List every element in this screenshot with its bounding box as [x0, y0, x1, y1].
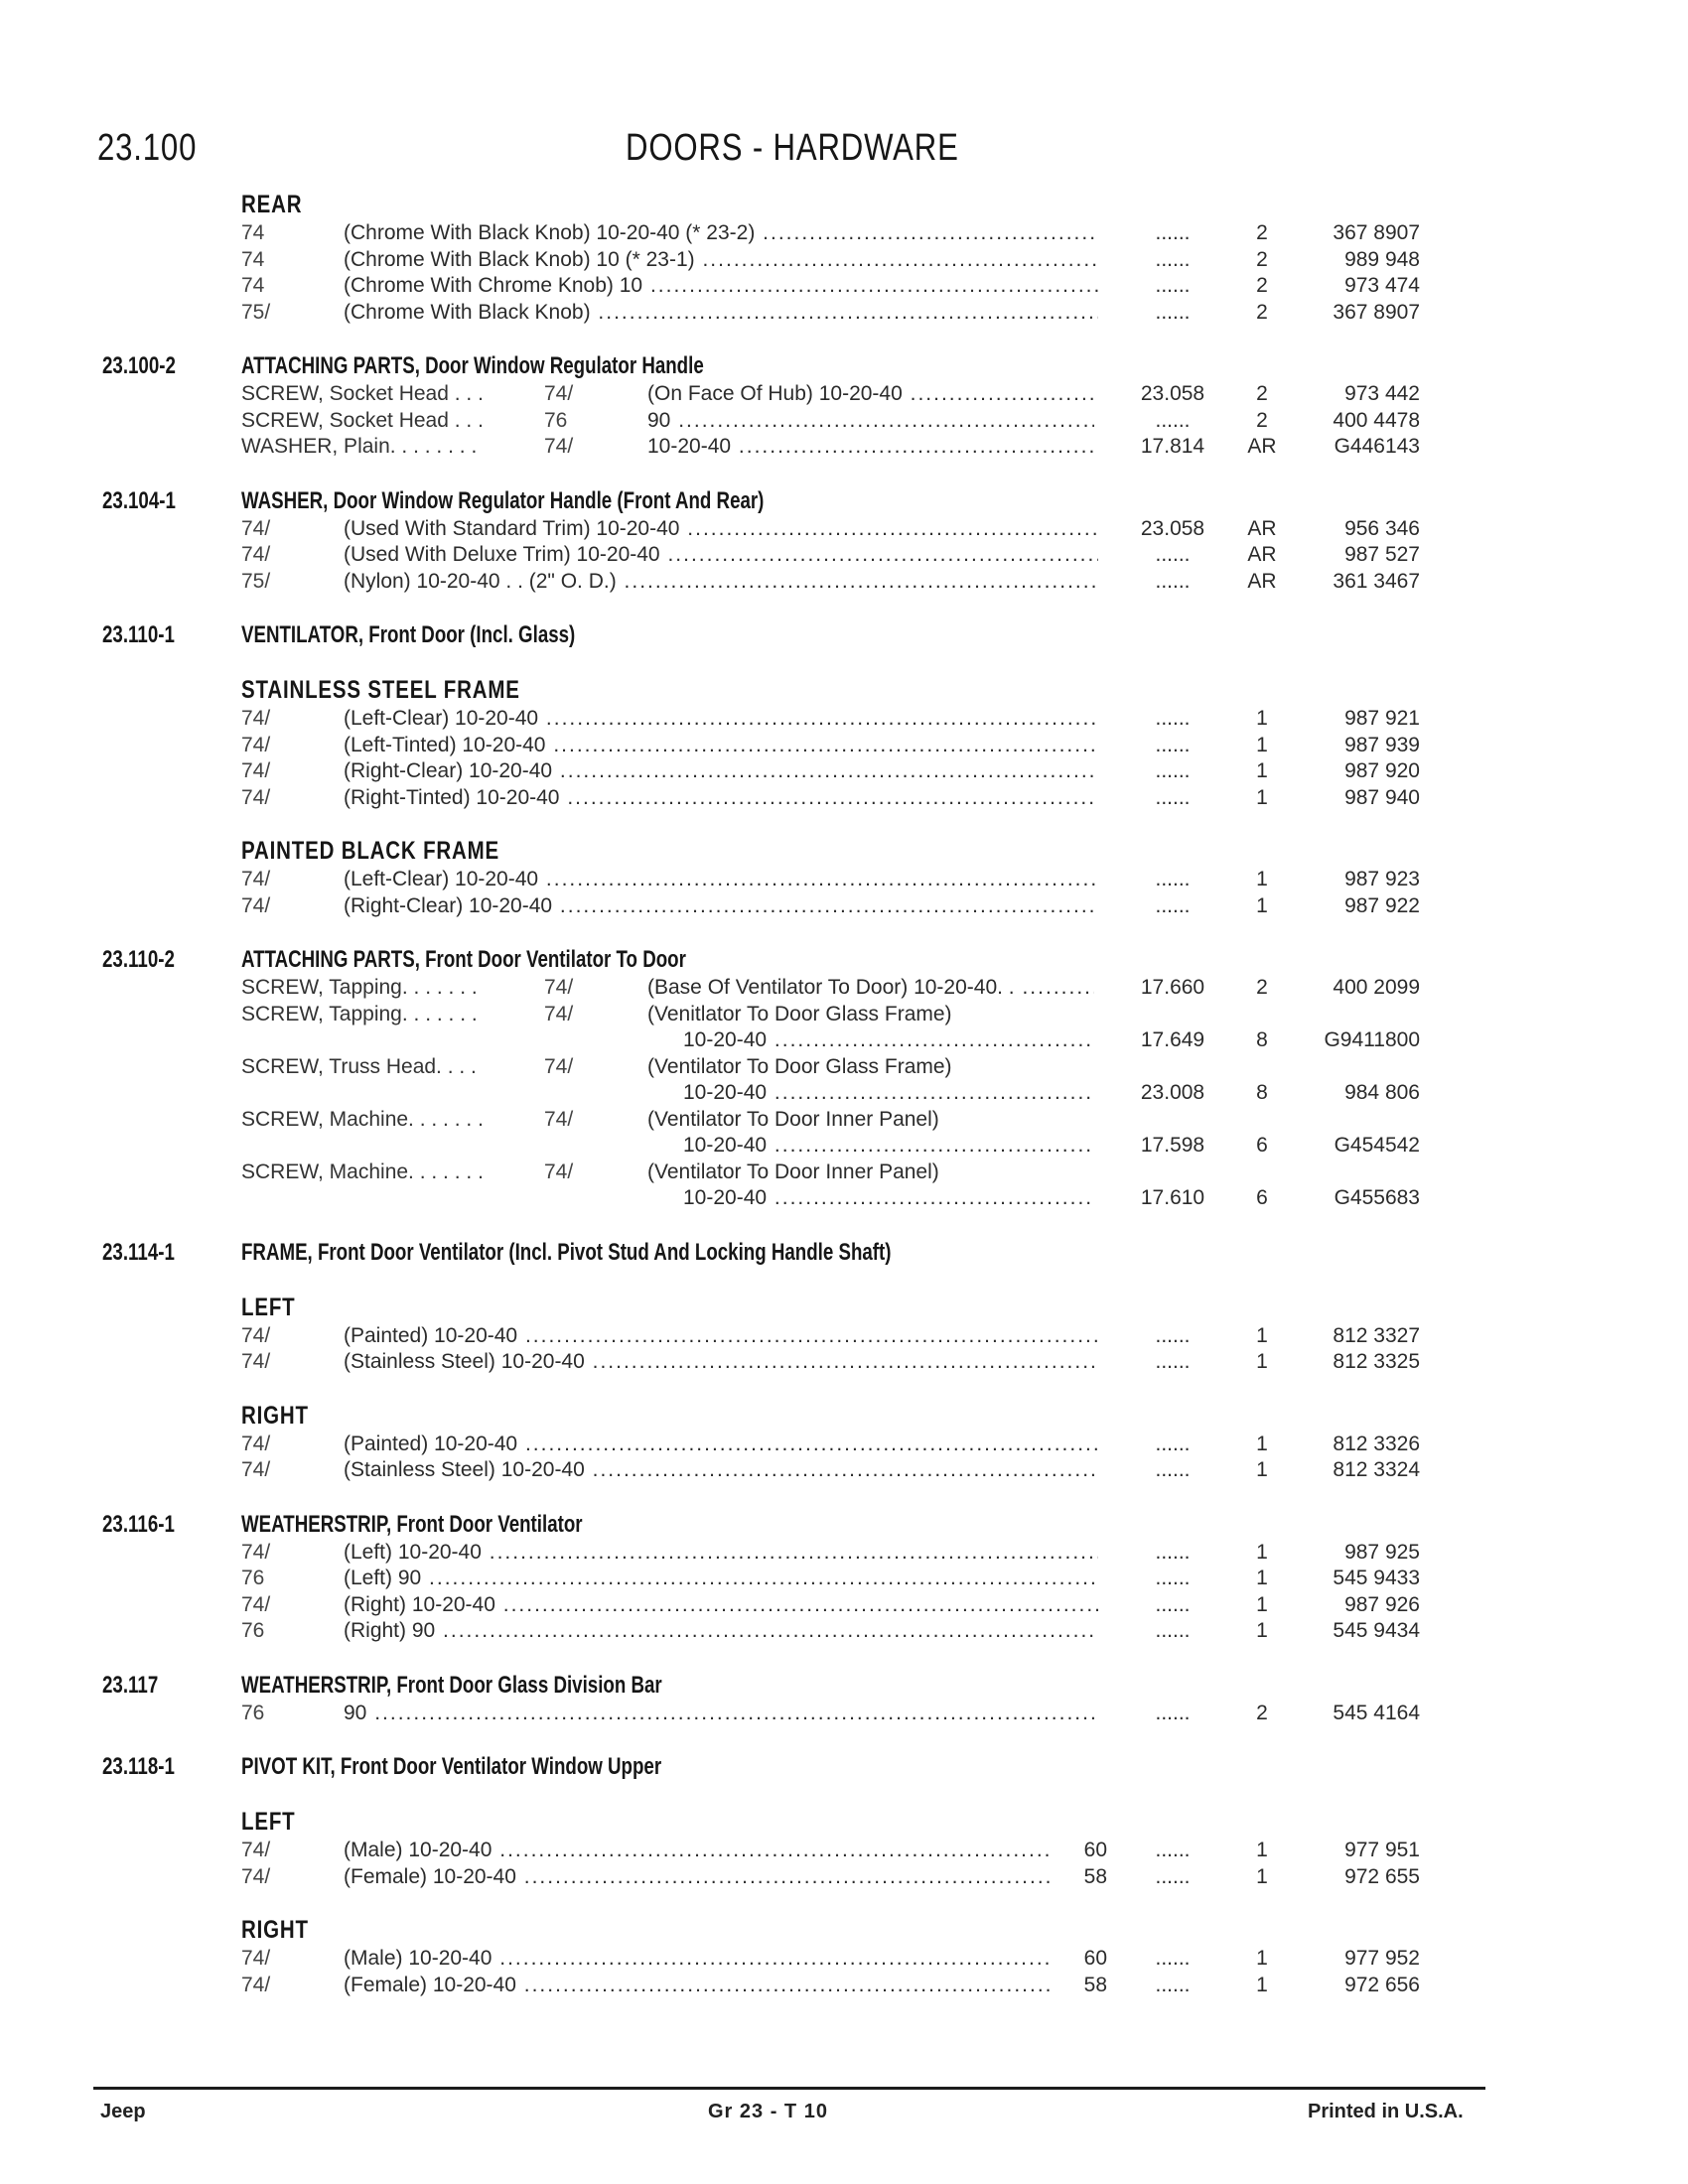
subsection-heading-text: LEFT	[241, 1293, 296, 1321]
part-description-continued: 10-20-40 .....	[683, 1080, 1094, 1107]
part-description: (Chrome With Black Knob) .....	[344, 300, 1098, 327]
model-code: 74/	[241, 1864, 271, 1888]
model-code: 74/	[241, 1947, 271, 1970]
part-number: 987 926	[1344, 1592, 1420, 1616]
part-row	[0, 434, 1688, 461]
part-number: G454542	[1334, 1134, 1420, 1157]
spacer	[0, 1782, 1688, 1806]
reference-number: 23.058	[1140, 382, 1205, 405]
reference-number: ......	[1155, 1350, 1191, 1373]
quantity: 6	[1256, 1134, 1268, 1157]
part-name: SCREW, Machine. . . . . . .	[241, 1160, 484, 1183]
part-number: 977 951	[1344, 1839, 1420, 1861]
subsection-heading	[0, 1292, 1688, 1323]
group-title-row	[0, 1752, 1688, 1782]
part-row	[0, 1107, 1688, 1134]
model-code: 74/	[241, 543, 271, 566]
footer-rule	[93, 2087, 1485, 2090]
subsection-heading	[0, 674, 1688, 706]
reference-number: ......	[1155, 569, 1191, 593]
reference-number: 23.058	[1140, 516, 1205, 540]
part-number: 987 921	[1344, 707, 1420, 730]
model-code: 74	[241, 247, 265, 271]
part-number: 987 923	[1344, 868, 1420, 890]
parts-list	[0, 189, 1688, 1998]
part-row	[0, 247, 1688, 274]
part-row	[0, 733, 1688, 759]
subsection-heading-text: LEFT	[241, 1808, 296, 1836]
part-description: (Stainless Steel) 10-20-40 .....	[344, 1349, 1098, 1376]
reference-number: ......	[1155, 247, 1191, 271]
reference-number: 17.610	[1140, 1186, 1205, 1209]
part-row	[0, 706, 1688, 733]
parts-group	[0, 189, 1688, 326]
quantity: 8	[1256, 1028, 1268, 1051]
part-row	[0, 1540, 1688, 1567]
part-row	[0, 1432, 1688, 1458]
part-description-continued: 10-20-40 .....	[683, 1133, 1094, 1160]
quantity: 1	[1256, 1567, 1268, 1589]
quantity: 1	[1256, 1839, 1268, 1861]
parts-group	[0, 945, 1688, 1212]
model-code: 74/	[544, 382, 574, 405]
reference-number: ......	[1155, 1701, 1191, 1724]
section-number: 23.100	[97, 127, 198, 169]
part-row	[0, 569, 1688, 596]
quantity: AR	[1247, 435, 1277, 458]
subsection-heading-text: RIGHT	[241, 1916, 309, 1944]
part-description: (Male) 10-20-40 .....	[344, 1838, 1051, 1864]
part-number: 812 3325	[1333, 1350, 1420, 1373]
spacer	[0, 1890, 1688, 1914]
subsection-heading	[0, 1400, 1688, 1432]
model-code: 74/	[241, 785, 271, 809]
group-spacer	[0, 461, 1688, 486]
parts-group	[0, 620, 1688, 919]
part-number: 987 920	[1344, 759, 1420, 782]
part-number: 984 806	[1344, 1081, 1420, 1104]
model-code: 74/	[544, 1002, 574, 1025]
part-description: (Left) 10-20-40 .....	[344, 1540, 1098, 1567]
quantity: 2	[1256, 382, 1268, 405]
page-reference: 58	[1083, 1864, 1107, 1888]
part-description-continued: 10-20-40 .....	[683, 1027, 1094, 1054]
model-code: 74/	[544, 435, 574, 458]
part-number: 973 442	[1344, 382, 1420, 405]
part-description-continued: 10-20-40 .....	[683, 1185, 1094, 1212]
part-row	[0, 975, 1688, 1002]
quantity: 1	[1256, 1350, 1268, 1373]
quantity: 8	[1256, 1081, 1268, 1104]
part-row	[0, 1323, 1688, 1350]
model-code: 74	[241, 221, 265, 244]
model-code: 74/	[241, 1350, 271, 1373]
part-row-continuation	[0, 1185, 1688, 1212]
part-row	[0, 1566, 1688, 1592]
part-number: 956 346	[1344, 516, 1420, 540]
model-code: 74/	[241, 1432, 271, 1455]
parts-group	[0, 1671, 1688, 1727]
quantity: 1	[1256, 759, 1268, 782]
part-number: 545 9433	[1333, 1567, 1420, 1589]
reference-number: ......	[1155, 274, 1191, 297]
part-description: (On Face Of Hub) 10-20-40 .....	[647, 381, 1094, 408]
part-description: (Right) 90 .....	[344, 1618, 1098, 1645]
part-row	[0, 381, 1688, 408]
part-description: (Ventilator To Door Inner Panel)	[647, 1160, 939, 1183]
footer-printed: Printed in U.S.A.	[1308, 2101, 1464, 2122]
group-spacer	[0, 326, 1688, 351]
quantity: 1	[1256, 707, 1268, 730]
quantity: 6	[1256, 1186, 1268, 1209]
parts-group	[0, 351, 1688, 461]
part-description: (Right-Tinted) 10-20-40 .....	[344, 785, 1098, 812]
group-title-row	[0, 1510, 1688, 1540]
part-description: (Chrome With Black Knob) 10 (* 23-1) .....	[344, 247, 1098, 274]
reference-number: ......	[1155, 1947, 1191, 1970]
part-number: 987 527	[1344, 543, 1420, 566]
part-number: 361 3467	[1333, 569, 1420, 593]
group-spacer	[0, 1726, 1688, 1752]
group-title: VENTILATOR, Front Door (Incl. Glass)	[241, 621, 576, 648]
part-name: WASHER, Plain. . . . . . . .	[241, 435, 478, 458]
quantity: AR	[1247, 543, 1277, 566]
part-row-continuation	[0, 1080, 1688, 1107]
spacer	[0, 1268, 1688, 1292]
part-number: 987 925	[1344, 1540, 1420, 1564]
part-description: 90 .....	[647, 408, 1094, 435]
part-description: (Left) 90 .....	[344, 1566, 1098, 1592]
part-number: 987 940	[1344, 785, 1420, 809]
reference-number: 23.008	[1140, 1081, 1205, 1104]
part-row	[0, 542, 1688, 569]
part-row	[0, 1349, 1688, 1376]
part-name: SCREW, Tapping. . . . . . .	[241, 1002, 478, 1025]
quantity: 2	[1256, 274, 1268, 297]
reference-number: ......	[1155, 1432, 1191, 1455]
subsection-heading-text: REAR	[241, 191, 303, 218]
part-number: 973 474	[1344, 274, 1420, 297]
part-description: (Right-Clear) 10-20-40 .....	[344, 893, 1098, 920]
spacer	[0, 811, 1688, 835]
part-row	[0, 1002, 1688, 1028]
reference-number: ......	[1155, 1540, 1191, 1564]
reference-number: 17.814	[1140, 435, 1205, 458]
part-description: (Nylon) 10-20-40 . . (2" O. D.) .....	[344, 569, 1098, 596]
reference-number: ......	[1155, 1619, 1191, 1642]
quantity: 2	[1256, 300, 1268, 324]
model-code: 74/	[544, 1054, 574, 1078]
model-code: 74/	[241, 1540, 271, 1564]
group-number: 23.117	[102, 1671, 159, 1699]
quantity: 1	[1256, 1540, 1268, 1564]
reference-number: ......	[1155, 408, 1191, 432]
quantity: AR	[1247, 569, 1277, 593]
part-name: SCREW, Socket Head . . .	[241, 382, 484, 405]
reference-number: ......	[1155, 707, 1191, 730]
part-row	[0, 1457, 1688, 1484]
group-number: 23.104-1	[102, 486, 176, 514]
group-spacer	[0, 1645, 1688, 1671]
reference-number: ......	[1155, 543, 1191, 566]
group-title-row	[0, 486, 1688, 516]
part-number: 812 3327	[1333, 1323, 1420, 1347]
part-description: 90 .....	[344, 1701, 1098, 1727]
part-description: (Left-Clear) 10-20-40 .....	[344, 867, 1098, 893]
part-number: G455683	[1334, 1186, 1420, 1209]
part-description: (Painted) 10-20-40 .....	[344, 1323, 1098, 1350]
part-number: 977 952	[1344, 1947, 1420, 1970]
group-spacer	[0, 1484, 1688, 1510]
model-code: 74/	[241, 516, 271, 540]
reference-number: ......	[1155, 733, 1191, 756]
model-code: 76	[241, 1619, 265, 1642]
group-title-row	[0, 1238, 1688, 1268]
model-code: 74/	[241, 893, 271, 917]
part-number: 367 8907	[1333, 221, 1420, 244]
part-description: (Left-Clear) 10-20-40 .....	[344, 706, 1098, 733]
group-title: PIVOT KIT, Front Door Ventilator Window Upper	[241, 1753, 662, 1780]
model-code: 74/	[241, 1839, 271, 1861]
model-code: 75/	[241, 300, 271, 324]
part-number: 989 948	[1344, 247, 1420, 271]
parts-group	[0, 1510, 1688, 1645]
part-row	[0, 893, 1688, 920]
group-title-row	[0, 351, 1688, 381]
part-description: (Right) 10-20-40 .....	[344, 1592, 1098, 1619]
parts-group	[0, 1238, 1688, 1484]
quantity: AR	[1247, 516, 1277, 540]
page-reference: 60	[1083, 1947, 1107, 1970]
group-number: 23.116-1	[102, 1510, 175, 1538]
part-row	[0, 300, 1688, 327]
part-number: 972 656	[1344, 1973, 1420, 1996]
part-description: (Female) 10-20-40 .....	[344, 1864, 1051, 1891]
reference-number: ......	[1155, 1592, 1191, 1616]
model-code: 74/	[544, 976, 574, 999]
part-description: (Female) 10-20-40 .....	[344, 1973, 1051, 1999]
part-row-continuation	[0, 1027, 1688, 1054]
part-row	[0, 1973, 1688, 1999]
subsection-heading	[0, 189, 1688, 220]
part-row	[0, 1864, 1688, 1891]
group-title: ATTACHING PARTS, Front Door Ventilator To Door	[241, 946, 686, 973]
part-description: 10-20-40 .....	[647, 434, 1094, 461]
part-row	[0, 785, 1688, 812]
group-title-row	[0, 1671, 1688, 1701]
subsection-heading-text: STAINLESS STEEL FRAME	[241, 676, 520, 704]
quantity: 2	[1256, 1701, 1268, 1724]
part-name: SCREW, Machine. . . . . . .	[241, 1107, 484, 1131]
part-row	[0, 273, 1688, 300]
reference-number: ......	[1155, 1567, 1191, 1589]
quantity: 1	[1256, 1432, 1268, 1455]
quantity: 1	[1256, 893, 1268, 917]
subsection-heading	[0, 1806, 1688, 1838]
group-title: WEATHERSTRIP, Front Door Glass Division Bar	[241, 1671, 662, 1699]
parts-group	[0, 486, 1688, 596]
part-number: 400 2099	[1333, 976, 1420, 999]
quantity: 2	[1256, 976, 1268, 999]
reference-number: ......	[1155, 893, 1191, 917]
model-code: 74/	[241, 759, 271, 782]
group-number: 23.110-1	[102, 621, 175, 648]
model-code: 76	[241, 1567, 265, 1589]
part-number: 812 3324	[1333, 1458, 1420, 1481]
part-row	[0, 1838, 1688, 1864]
model-code: 74/	[241, 1458, 271, 1481]
part-description: (Base Of Ventilator To Door) 10-20-40. . .....	[647, 975, 1094, 1002]
part-number: 987 922	[1344, 893, 1420, 917]
quantity: 1	[1256, 1458, 1268, 1481]
part-row-continuation	[0, 1133, 1688, 1160]
subsection-heading-text: PAINTED BLACK FRAME	[241, 837, 500, 865]
model-code: 74/	[544, 1107, 574, 1131]
quantity: 2	[1256, 221, 1268, 244]
model-code: 74	[241, 274, 265, 297]
page-reference: 58	[1083, 1973, 1107, 1996]
reference-number: ......	[1155, 785, 1191, 809]
part-description: (Right-Clear) 10-20-40 .....	[344, 758, 1098, 785]
spacer	[0, 1376, 1688, 1400]
part-row	[0, 1054, 1688, 1081]
model-code: 74/	[241, 1323, 271, 1347]
model-code: 76	[544, 408, 568, 432]
subsection-heading	[0, 835, 1688, 867]
group-title: ATTACHING PARTS, Door Window Regulator Handle	[241, 352, 704, 379]
part-number: 545 9434	[1333, 1619, 1420, 1642]
reference-number: ......	[1155, 221, 1191, 244]
part-description: (Male) 10-20-40 .....	[344, 1946, 1051, 1973]
group-title: WASHER, Door Window Regulator Handle (Front And Rear)	[241, 486, 765, 514]
page-title: DOORS - HARDWARE	[626, 127, 959, 169]
footer-page-ref: Gr 23 - T 10	[708, 2101, 828, 2122]
reference-number: ......	[1155, 1839, 1191, 1861]
part-row	[0, 1701, 1688, 1727]
model-code: 75/	[241, 569, 271, 593]
reference-number: ......	[1155, 868, 1191, 890]
part-row	[0, 758, 1688, 785]
group-number: 23.110-2	[102, 946, 175, 973]
part-row	[0, 1160, 1688, 1186]
part-number: 987 939	[1344, 733, 1420, 756]
reference-number: ......	[1155, 1458, 1191, 1481]
part-number: 812 3326	[1333, 1432, 1420, 1455]
part-description: (Chrome With Chrome Knob) 10 .....	[344, 273, 1098, 300]
quantity: 2	[1256, 408, 1268, 432]
reference-number: ......	[1155, 1973, 1191, 1996]
group-number: 23.100-2	[102, 352, 176, 379]
part-description: (Ventilator To Door Glass Frame)	[647, 1054, 952, 1078]
part-row	[0, 220, 1688, 247]
part-row	[0, 1618, 1688, 1645]
part-name: SCREW, Truss Head. . . .	[241, 1054, 477, 1078]
part-number: G446143	[1334, 435, 1420, 458]
reference-number: 17.649	[1140, 1028, 1205, 1051]
group-number: 23.114-1	[102, 1238, 175, 1266]
quantity: 1	[1256, 1323, 1268, 1347]
reference-number: ......	[1155, 1864, 1191, 1888]
group-title: WEATHERSTRIP, Front Door Ventilator	[241, 1510, 583, 1538]
model-code: 74/	[241, 868, 271, 890]
quantity: 1	[1256, 1619, 1268, 1642]
reference-number: ......	[1155, 300, 1191, 324]
part-number: 972 655	[1344, 1864, 1420, 1888]
reference-number: 17.660	[1140, 976, 1205, 999]
model-code: 74/	[241, 733, 271, 756]
part-name: SCREW, Socket Head . . .	[241, 408, 484, 432]
quantity: 1	[1256, 1592, 1268, 1616]
part-description: (Left-Tinted) 10-20-40 .....	[344, 733, 1098, 759]
part-number: G9411800	[1324, 1028, 1420, 1051]
part-number: 400 4478	[1333, 408, 1420, 432]
quantity: 1	[1256, 1864, 1268, 1888]
subsection-heading-text: RIGHT	[241, 1401, 309, 1430]
part-row	[0, 867, 1688, 893]
spacer	[0, 650, 1688, 674]
reference-number: ......	[1155, 1323, 1191, 1347]
part-row	[0, 1592, 1688, 1619]
subsection-heading	[0, 1914, 1688, 1946]
part-row	[0, 516, 1688, 543]
group-spacer	[0, 595, 1688, 620]
reference-number: 17.598	[1140, 1134, 1205, 1157]
footer-brand: Jeep	[100, 2101, 146, 2122]
part-row	[0, 1946, 1688, 1973]
part-name: SCREW, Tapping. . . . . . .	[241, 976, 478, 999]
group-title: FRAME, Front Door Ventilator (Incl. Pivot Stud And Locking Handle Shaft)	[241, 1238, 892, 1266]
group-number: 23.118-1	[102, 1753, 175, 1780]
quantity: 1	[1256, 868, 1268, 890]
part-description: (Used With Deluxe Trim) 10-20-40 .....	[344, 542, 1098, 569]
part-description: (Painted) 10-20-40 .....	[344, 1432, 1098, 1458]
model-code: 74/	[241, 1973, 271, 1996]
part-number: 545 4164	[1333, 1701, 1420, 1724]
part-description: (Ventilator To Door Inner Panel)	[647, 1107, 939, 1131]
quantity: 1	[1256, 1947, 1268, 1970]
part-description: (Chrome With Black Knob) 10-20-40 (* 23-2) .....	[344, 220, 1098, 247]
quantity: 1	[1256, 1973, 1268, 1996]
reference-number: ......	[1155, 759, 1191, 782]
group-spacer	[0, 1212, 1688, 1238]
group-title-row	[0, 945, 1688, 975]
parts-group	[0, 1752, 1688, 1998]
quantity: 1	[1256, 733, 1268, 756]
model-code: 74/	[241, 1592, 271, 1616]
quantity: 2	[1256, 247, 1268, 271]
model-code: 74/	[241, 707, 271, 730]
group-title-row	[0, 620, 1688, 650]
part-number: 367 8907	[1333, 300, 1420, 324]
model-code: 76	[241, 1701, 265, 1724]
page-reference: 60	[1083, 1839, 1107, 1861]
part-description: (Stainless Steel) 10-20-40 .....	[344, 1457, 1098, 1484]
part-row	[0, 408, 1688, 435]
part-description: (Used With Standard Trim) 10-20-40 .....	[344, 516, 1098, 543]
group-spacer	[0, 919, 1688, 945]
model-code: 74/	[544, 1160, 574, 1183]
part-description: (Venitlator To Door Glass Frame)	[647, 1002, 952, 1025]
quantity: 1	[1256, 785, 1268, 809]
